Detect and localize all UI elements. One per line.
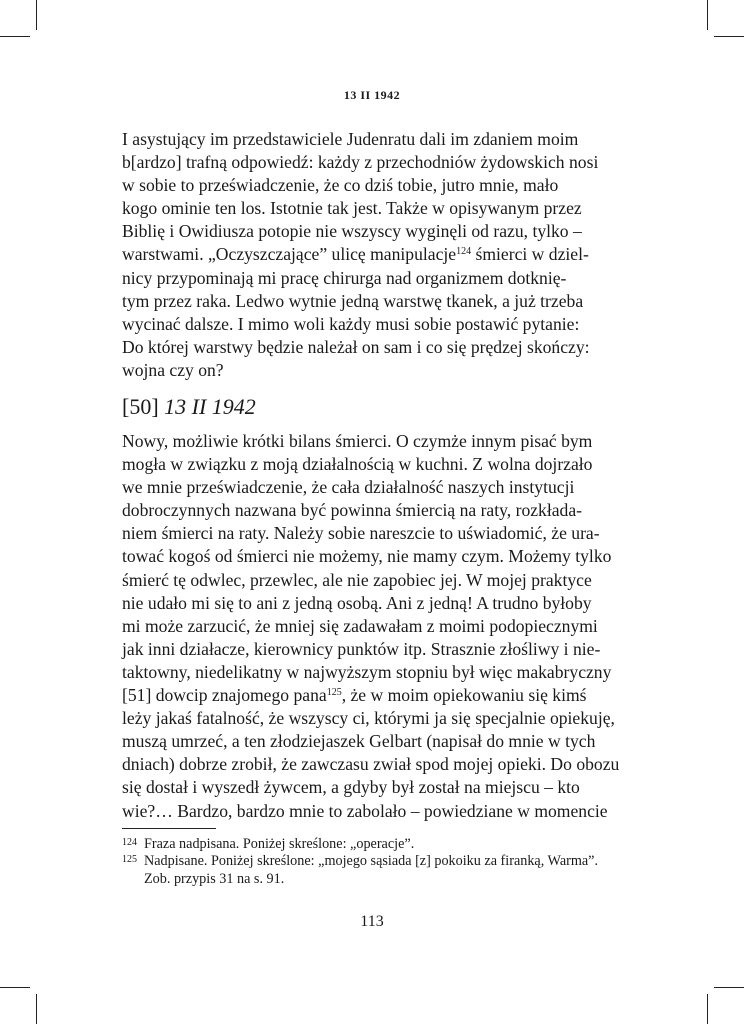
section-heading (122, 393, 256, 421)
text-line: dobroczynnych nazwana być powinna śmiercią na raty, rozkłada- (122, 500, 583, 521)
text-line (122, 684, 626, 707)
crop-mark (36, 0, 37, 30)
text-line: śmierć tę odwlec, przewlec, ale nie zapobiec jej. W mojej praktyce (122, 569, 592, 590)
footnote-text: Fraza nadpisana. Poniżej skreślone: „operacje”. (144, 836, 415, 852)
text-line: dniach) dobrze zrobił, że zawczasu zwiał spod mojej opieki. Do obozu (122, 754, 620, 775)
text-line: we mnie przeświadczenie, że cała działalność naszych instytucji (122, 477, 575, 498)
text-line: leży jakaś fatalność, że wszyscy ci, którymi ja się specjalnie opiekuję, (122, 708, 615, 729)
text-span: warstwami. „Oczyszczające” ulicę manipulacje (122, 244, 457, 265)
text-line: wycinać dalsze. I mimo woli każdy musi sobie postawić pytanie: (122, 313, 580, 334)
crop-mark (36, 994, 37, 1024)
text-span: , że w moim opiekowaniu się kimś (341, 685, 587, 706)
text-line: I asystujący im przedstawiciele Judenratu dali im zdaniem moim (122, 129, 579, 149)
text-line: nie udało mi się to ani z jedną osobą. Ani z jedną! A trudno byłoby (122, 592, 592, 613)
footnotes (122, 836, 626, 888)
crop-mark (714, 36, 744, 37)
footnote-text: Nadpisane. Poniżej skreślone: „mojego sąsiada [z] pokoiku za firanką, Warma”. Zob. przypis 31 na s. 91. (144, 853, 599, 887)
footnote-125 (122, 853, 626, 888)
text-line: b[ardzo] trafną odpowiedź: każdy z przechodniów żydowskich nosi (122, 152, 599, 173)
text-line: kogo ominie ten los. Istotnie tak jest. Także w opisywanym przez (122, 198, 582, 219)
paragraph-1 (122, 128, 626, 382)
crop-mark (714, 987, 744, 988)
text-line: Biblię i Owidiusza potopie nie wszyscy wyginęli od razu, tylko – (122, 221, 582, 242)
crop-mark (707, 0, 708, 30)
text-line: tować kogoś od śmierci nie możemy, nie mamy czym. Możemy tylko (122, 546, 612, 567)
crop-mark (707, 994, 708, 1024)
footnote-ref-125[interactable]: 125 (326, 687, 342, 699)
text-line: mogła w związku z moją działalnością w kuchni. Z wolna dojrzało (122, 454, 593, 475)
text-line: Do której warstwy będzie należał on sam i co się prędzej skończy: (122, 336, 590, 357)
text-line (122, 243, 626, 266)
text-line: niem śmierci na raty. Należy sobie nareszcie to uświadomić, że ura- (122, 523, 600, 544)
text-line: Nowy, możliwie krótki bilans śmierci. O czymże innym pisać bym (122, 431, 593, 451)
paragraph-2 (122, 430, 626, 823)
crop-mark (0, 36, 30, 37)
text-line: wojna czy on? (122, 359, 224, 380)
footnote-number: 125 (122, 854, 137, 866)
entry-number: [50] (122, 394, 159, 419)
text-span: śmierci w dziel- (471, 244, 589, 265)
text-line: wie?… Bardzo, bardzo mnie to zabolało – powiedziane w momencie (122, 800, 608, 821)
text-line: muszą umrzeć, a ten złodziejaszek Gelbart (napisał do mnie w tych (122, 731, 596, 752)
crop-mark (0, 987, 30, 988)
text-line: się dostał i wyszedł żywcem, a gdyby był został na miejscu – kto (122, 777, 580, 798)
running-head: 13 II 1942 (343, 88, 401, 102)
text-line: nicy przypominają mi pracę chirurga nad organizmem dotknię- (122, 267, 567, 288)
text-line: jak inni działacze, kierownicy punktów itp. Strasznie złośliwy i nie- (122, 638, 601, 659)
footnote-124 (122, 836, 626, 853)
page-number: 113 (360, 913, 384, 930)
footnote-number: 124 (122, 837, 137, 848)
footnote-rule (122, 828, 216, 829)
entry-date: 13 II 1942 (164, 394, 256, 419)
text-span: [51] dowcip znajomego pana (122, 685, 327, 706)
text-line: w sobie to przeświadczenie, że co dziś tobie, jutro mnie, mało (122, 175, 559, 196)
text-line: tym przez raka. Ledwo wytnie jedną warstwę tkanek, a już trzeba (122, 290, 584, 311)
footnote-ref-124[interactable]: 124 (456, 246, 472, 258)
text-line: mi może zarzucić, że mniej się zadawałam z moimi podopiecznymi (122, 615, 598, 636)
text-line: taktowny, niedelikatny w najwyższym stopniu był więc makabryczny (122, 661, 612, 682)
